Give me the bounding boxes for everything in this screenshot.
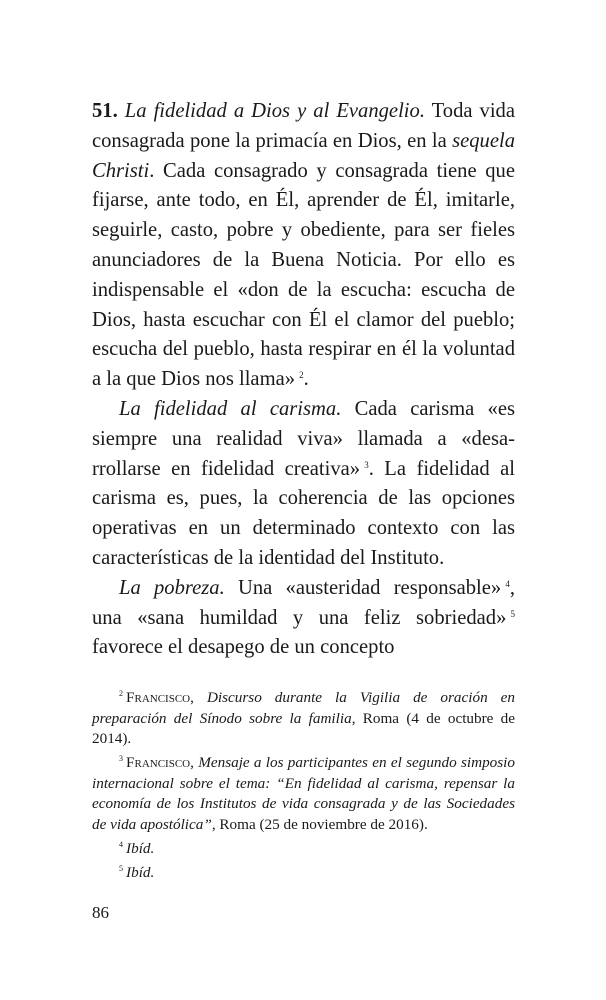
footnote-2: [92, 688, 515, 749]
paragraph-text: , una «sana humildad y una feliz sobriedad»: [92, 576, 515, 629]
paragraph-51: [92, 97, 515, 395]
footnote-mark: 3: [119, 754, 123, 764]
paragraph-text: Cada carisma «es siempre una realidad viva» llamada a «desarrollarse en fidelidad creativa»: [92, 397, 515, 480]
footnote-reference: 5: [510, 608, 515, 619]
footnote-5: [92, 863, 515, 883]
footnote-separator: ,: [190, 689, 207, 707]
footnote-text: , Roma (25 de noviembre de 2016).: [211, 815, 428, 833]
footnote-reference: 4: [505, 578, 510, 589]
page-number: 86: [92, 903, 109, 922]
paragraph-text: . Cada consagrado y consagrada tiene que fijarse, ante todo, en Él, aprender de Él, imitarle, seguirle, casto, pobre y obediente, para ser fieles anunciadores de la Buena Noticia. Por ello es indispensable el «don de la escucha: escucha de Dios, hasta escuchar con Él el clamor del pueblo; escucha del pueblo, hasta respirar en él la voluntad a la que Dios nos llama»: [92, 159, 515, 391]
footnote-author: Francisco: [126, 754, 191, 772]
footnote-mark: 4: [119, 839, 123, 849]
footnote-author: Francisco: [126, 689, 191, 707]
footnote-mark: 2: [119, 689, 123, 699]
footnote-separator: ,: [190, 754, 199, 772]
footnotes: [92, 688, 515, 884]
paragraph-text: Una «austeridad responsable»: [224, 576, 502, 599]
footnote-text: , Roma (4 de octubre de 2014).: [92, 709, 516, 747]
footnote-title: Mensaje a los participantes en el segundo simposio internacional sobre el tema: “En fidelidad al carisma, repensar la economía de los Institutos de vida consagrada y de las Sociedades de vida apostólica”: [92, 754, 516, 833]
footnote-mark: 5: [119, 864, 123, 874]
main-text: [92, 97, 515, 663]
paragraph-heading: La fidelidad a Dios y al Evangelio.: [124, 100, 425, 122]
paragraph-pobreza: [92, 574, 515, 663]
paragraph-text: .: [303, 368, 309, 391]
footnote-reference: 3: [364, 459, 369, 470]
page-content: [92, 97, 515, 888]
paragraph-carisma: [92, 395, 515, 574]
paragraph-italic: sequela Christi: [92, 129, 515, 182]
footnote-4: [92, 839, 515, 859]
footnote-title: Ibíd.: [126, 839, 155, 857]
footnote-3: [92, 753, 515, 835]
footnote-title: Ibíd.: [126, 864, 155, 882]
footnote-title: Discurso durante la Vigilia de oración en preparación del Sínodo sobre la familia: [92, 689, 516, 727]
paragraph-text: Toda vida consagrada pone la primacía en Dios, en la: [92, 100, 515, 152]
paragraph-text: favorece el desapego de un concepto: [92, 636, 395, 659]
paragraph-text: . La fidelidad al carisma es, pues, la coherencia de las opciones operativas en un determinado contexto con las características de la identidad del Instituto.: [92, 457, 515, 569]
footnote-reference: 2: [299, 370, 304, 381]
paragraph-heading: La fidelidad al carisma.: [119, 397, 342, 420]
paragraph-heading: La pobreza.: [119, 576, 225, 599]
paragraph-number: 51.: [92, 100, 118, 122]
